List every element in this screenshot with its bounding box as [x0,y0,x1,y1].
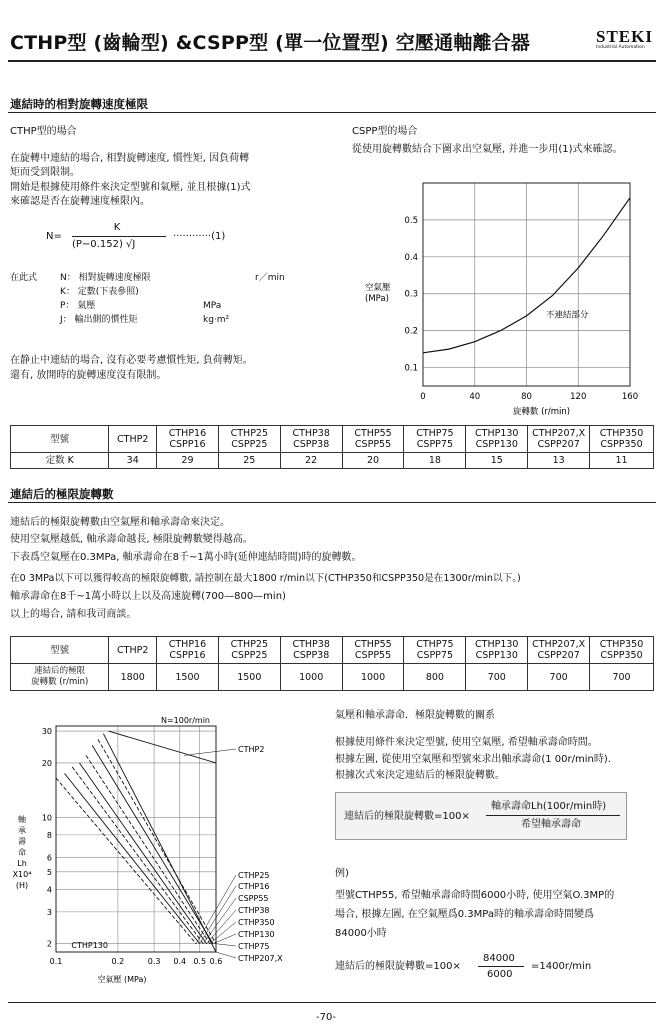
x-tick-label: 0.2 [111,957,125,966]
y-axis-label-part: 命 [18,848,26,857]
series-line [79,763,206,944]
cspp-line: 從使用旋轉數結合下圖求出空氣壓, 并進一步用(1)式來確認。 [352,144,623,155]
limit-line-2: 使用空氣壓越低, 軸承壽命越長, 極限旋轉數變得越高。 [10,534,253,545]
calc-lhs: 連結后的極限旋轉數=100× [335,961,461,972]
y-tick-label: 0.5 [404,215,418,226]
table-header-cell: CTHP350 CSPP350 [590,426,654,453]
series-line [103,734,216,952]
table-header-cell: CTHP55 CSPP55 [342,426,404,453]
limit-line-6: 以上的場合, 請和我司商談。 [10,609,137,620]
formula-denominator: (P−0.152) √J [72,239,136,250]
company-logo: STEKI [596,27,653,46]
series-line [98,739,216,943]
table-header-cell: CTHP207,X CSPP207 [528,426,590,453]
limit-line-5: 軸承壽命在8千~1萬小時以上以及高速旋轉(700—800—min) [10,591,286,602]
series-label: CTHP2 [238,745,265,754]
page-title: CTHP型 (齒輪型) &CSPP型 (單一位置型) 空壓通軸離合器 [10,32,531,54]
y-axis-unit: (MPa) [365,294,389,305]
series-label: CTHP75 [238,942,270,951]
table-header-cell: CTHP130 CSPP130 [466,426,528,453]
example-line-2: 場合, 根據左圖, 在空氣壓爲0.3MPa時的軸承壽命時間變爲 [335,909,594,920]
box-fraction-bar [486,815,620,816]
table-cell: 1000 [342,664,404,691]
table-cell: 29 [157,453,219,469]
table-cell: 700 [590,664,654,691]
cthp-line-2: 矩而受到限制。 [10,167,80,178]
table-cell: 13 [528,453,590,469]
limit-line-3: 下表爲空氣壓在0.3MPa, 軸承壽命在8千~1萬小時(延伸連結時間)時的旋轉數。 [10,552,362,563]
y-tick-label: 0.1 [404,363,418,374]
table-header-cell: CTHP38 CSPP38 [280,426,342,453]
x-tick-label: 0.3 [147,957,161,966]
y-axis-label-part: Lh [17,859,27,868]
table-cell: 1500 [157,664,219,691]
var-j-unit: kg·m² [203,315,230,325]
series-label: CTHP130 [238,930,275,939]
cthp-line-3: 開始是根據使用條件來決定型號和氣壓, 並且根據(1)式 [10,182,251,193]
table-cell: 15 [466,453,528,469]
table-header-cell: CTHP75 CSPP75 [404,426,466,453]
table-header-row [11,637,654,664]
x-tick-label: 80 [521,392,532,402]
table-cell: 定数 K [11,453,109,469]
static-line-1: 在静止中連結的場合, 沒有必要考慮慣性矩, 負荷轉矩。 [10,355,253,366]
series-leader-line [184,749,236,755]
header-rule [8,60,656,62]
series-label: CTHP25 [238,871,270,880]
cthp-heading: CTHP型的場合 [10,126,77,137]
y-axis-label-part: X10⁴ [12,870,32,879]
x-tick-label: 0.5 [193,957,207,966]
section-heading-relative-speed: 連結時的相對旋轉速度極限 [10,97,148,111]
x-tick-label: 0.4 [173,957,187,966]
y-axis-label-part: (H) [15,881,29,890]
x-tick-label: 40 [469,392,481,402]
table-header-cell: CTHP38 CSPP38 [280,637,342,664]
table-header-cell: CTHP130 CSPP130 [466,637,528,664]
x-tick-label: 0.1 [49,957,63,966]
var-n: N： 相對旋轉速度極限 [60,273,151,283]
x-tick-label: 160 [621,392,639,402]
table-header-cell: CTHP16 CSPP16 [157,426,219,453]
series-line [92,745,213,943]
x-tick-label: 120 [570,392,587,402]
relation-line-2: 根據左圖, 從使用空氣壓和型號來求出軸承壽命(1 00r/min時). [335,754,611,765]
y-tick-label: 10 [41,813,52,823]
limit-speed-table [10,636,654,691]
series-line [72,767,203,944]
y-tick-label: 0.4 [404,252,418,263]
company-logo-subtitle: Industrial Automation [596,45,645,50]
table-header-cell: 型號 [11,426,109,453]
table-cell: 1800 [109,664,157,691]
plot-frame [56,726,216,952]
relation-line-3: 根據次式來決定連結后的極限旋轉數。 [335,770,505,781]
table-row [11,453,654,469]
limit-line-4: 在0 3MPa以下可以獲得較高的極限旋轉數, 請控制在最大1800 r/min以下(CTHP350和CSPP350是在1300r/min以下。) [10,573,521,584]
y-tick-label: 30 [41,727,52,737]
static-line-2: 還有, 放開時的旋轉速度沒有限制。 [10,370,167,381]
table-header-cell: CTHP75 CSPP75 [404,637,466,664]
formula-lhs: N= [46,231,62,242]
table-cell: 1500 [218,664,280,691]
table-cell: 700 [528,664,590,691]
y-tick-label: 2 [46,939,52,949]
formula-reference: ············(1) [173,231,226,242]
section-heading-limit-speed: 連結后的極限旋轉數 [10,487,114,501]
cspp-heading: CSPP型的場合 [352,126,418,137]
series-label: CTHP130 [71,941,108,950]
bearing-life-chart [10,712,328,997]
example-heading: 例) [335,868,349,879]
y-tick-label: 20 [41,758,52,768]
table-row [11,664,654,691]
table-header-cell: CTHP16 CSPP16 [157,637,219,664]
var-n-unit: r／min [255,273,285,283]
series-label: CTHP207,X [238,954,283,963]
formula-numerator: K [113,222,121,233]
cthp-line-1: 在旋轉中連結的場合, 相對旋轉速度, 慣性矩, 因負荷轉 [10,153,250,164]
x-tick-label: 0 [420,392,426,402]
table-cell: 34 [109,453,157,469]
y-tick-label: 8 [46,830,52,840]
limit-line-1: 連結后的極限旋轉數由空氣壓和軸承壽命來決定。 [10,517,230,528]
footer-rule [8,1002,656,1003]
top-label: N=100r/min [160,716,210,725]
series-leader-line [207,910,236,944]
series-line [86,755,210,943]
where-label: 在此式 [10,273,38,283]
series-label: CSPP55 [238,894,269,903]
x-tick-label: 0.6 [209,957,223,966]
series-label: CTHP350 [238,918,275,927]
var-j: J： 輸出側的慣性矩 [60,315,138,325]
table-cell: 700 [466,664,528,691]
pressure-vs-speed-chart [355,170,655,420]
y-axis-label: 空氣壓 [365,283,391,294]
table-cell: 25 [218,453,280,469]
table-cell: 連結后的極限 旋轉數 (r/min) [11,664,109,691]
table-cell: 11 [590,453,654,469]
calc-denominator: 6000 [487,969,513,980]
table-cell: 1000 [280,664,342,691]
cthp-line-4: 來確認是否在旋轉速度極限內。 [10,196,150,207]
series-leader-line [216,944,236,946]
var-k: K： 定數(下表參照) [60,287,139,297]
formula-box [335,792,627,840]
table-cell: 22 [280,453,342,469]
y-tick-label: 3 [46,907,52,917]
box-lhs: 連結后的極限旋轉數=100× [344,811,470,822]
series-leader-line [200,886,236,944]
relation-heading: 氣壓和軸承壽命．極限旋轉數的關系 [335,710,495,721]
table-cell: 800 [404,664,466,691]
example-line-3: 84000小時 [335,928,387,939]
x-axis-label: 空氣壓 (MPa) [97,975,147,984]
series-line [56,778,196,944]
table-header-cell: CTHP207,X CSPP207 [528,637,590,664]
x-axis-label: 旋轉數 (r/min) [512,407,571,417]
section-rule [8,502,656,503]
table-header-cell: CTHP25 CSPP25 [218,426,280,453]
page-number: -70- [316,1012,336,1023]
y-tick-label: 6 [46,853,52,863]
box-numerator: 軸承壽命Lh(100r/min時) [491,801,607,812]
y-tick-label: 4 [46,885,52,895]
calc-result: =1400r/min [531,961,592,972]
table-header-cell: CTHP25 CSPP25 [218,637,280,664]
table-header-cell: 型號 [11,637,109,664]
y-axis-label-part: 軸 [18,815,26,824]
y-tick-label: 0.2 [404,326,418,337]
var-p: P： 氣壓 [60,301,96,311]
relation-line-1: 根據使用條件來決定型號, 使用空氣壓, 希望軸承壽命時間。 [335,737,598,748]
example-line-1: 型號CTHP55, 希望軸承壽命時間6000小時, 使用空氣O.3MP的 [335,890,615,901]
table-header-row [11,426,654,453]
table-header-cell: CTHP2 [109,426,157,453]
box-denominator: 希望軸承壽命 [521,819,581,830]
series-label: CTHP38 [238,906,270,915]
table-header-cell: CTHP350 CSPP350 [590,637,654,664]
chart-annotation: 不連結部分 [545,310,589,321]
table-cell: 20 [342,453,404,469]
calc-numerator: 84000 [483,953,515,964]
table-cell: 18 [404,453,466,469]
table-header-cell: CTHP55 CSPP55 [342,637,404,664]
y-tick-label: 0.3 [404,289,418,300]
series-label: CTHP16 [238,882,270,891]
var-p-unit: MPa [203,301,222,311]
y-axis-label-part: 壽 [18,837,26,846]
y-tick-label: 5 [46,867,52,877]
table-header-cell: CTHP2 [109,637,157,664]
constant-k-table [10,425,654,469]
section-rule [8,112,656,113]
y-axis-label-part: 承 [18,826,26,835]
